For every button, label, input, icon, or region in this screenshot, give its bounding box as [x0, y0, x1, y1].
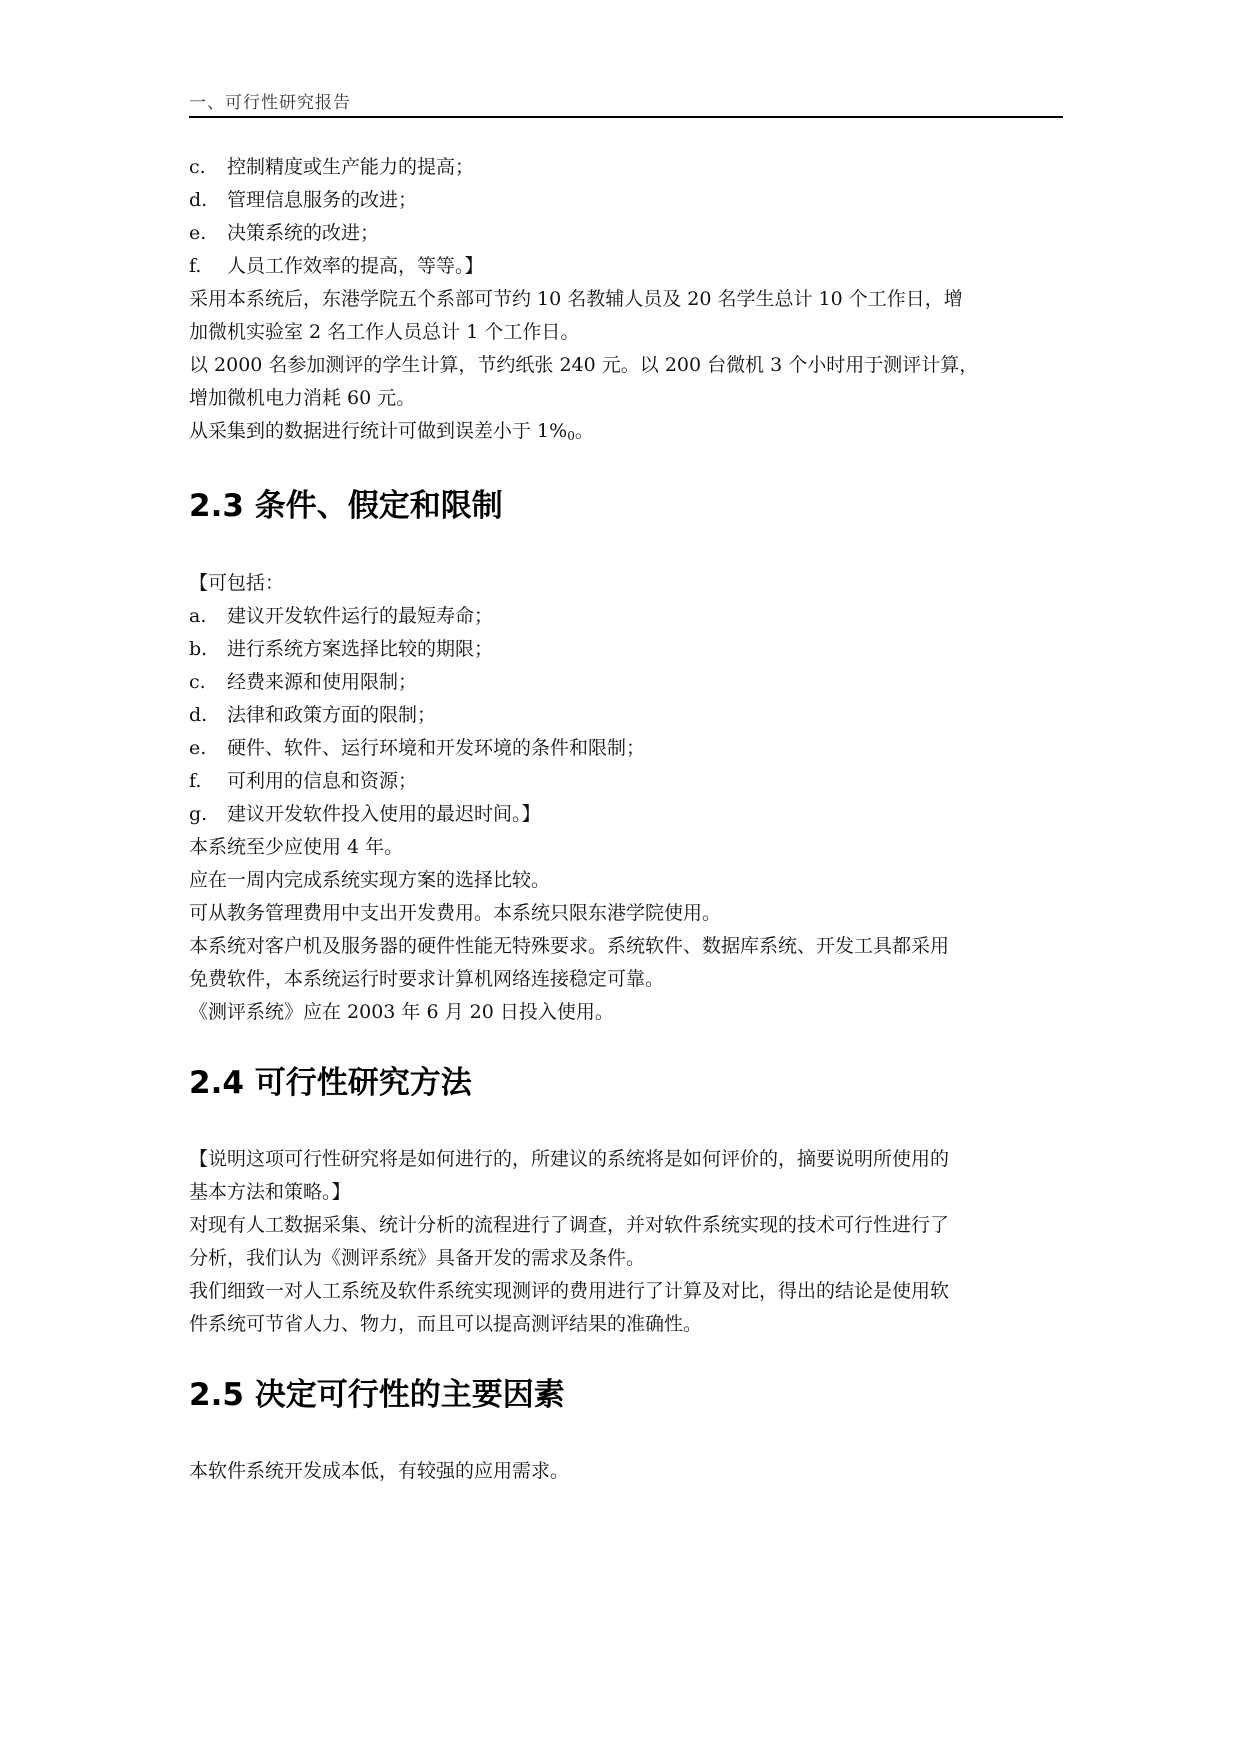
- paragraph-line: 应在一周内完成系统实现方案的选择比较。: [189, 869, 551, 891]
- benefits-list: [189, 151, 1063, 453]
- paragraph-line: 我们细致一对人工系统及软件系统实现测评的费用进行了计算及对比，得出的结论是使用软: [189, 1280, 950, 1302]
- paragraph-line: 【说明这项可行性研究将是如何进行的，所建议的系统将是如何评价的，摘要说明所使用的: [189, 1148, 950, 1170]
- section-2-4-body: [189, 1143, 1063, 1341]
- list-item: f. 可利用的信息和资源；: [189, 770, 418, 792]
- list-item: c. 控制精度或生产能力的提高；: [189, 156, 475, 178]
- section-2-3-body: [189, 567, 1063, 1029]
- list-item: c. 经费来源和使用限制；: [189, 671, 418, 693]
- list-item: f. 人员工作效率的提高，等等。】: [189, 255, 484, 277]
- intro-line: 【可包括：: [189, 572, 285, 594]
- section-heading-2-4: 2.4 可行性研究方法: [189, 1065, 472, 1101]
- section-heading-2-3: 2.3 条件、假定和限制: [189, 488, 503, 524]
- section-heading-2-5: 2.5 决定可行性的主要因素: [189, 1377, 565, 1413]
- paragraph-line: 增加微机电力消耗 60 元。: [189, 387, 416, 409]
- list-item: d. 管理信息服务的改进；: [189, 189, 418, 211]
- list-item: e. 硬件、软件、运行环境和开发环境的条件和限制；: [189, 737, 646, 759]
- list-item: d. 法律和政策方面的限制；: [189, 704, 437, 726]
- paragraph-line: 分析，我们认为《测评系统》具备开发的需求及条件。: [189, 1247, 646, 1269]
- paragraph-line: 以 2000 名参加测评的学生计算，节约纸张 240 元。以 200 台微机 3 个小时用于测评计算，: [189, 354, 979, 376]
- paragraph-line: 本软件系统开发成本低，有较强的应用需求。: [189, 1460, 570, 1482]
- error-rate-line: 从采集到的数据进行统计可做到误差小于 $1\%_0$。: [189, 420, 594, 443]
- section-2-5-body: [189, 1455, 1063, 1488]
- paragraph-line: 对现有人工数据采集、统计分析的流程进行了调查，并对软件系统实现的技术可行性进行了: [189, 1214, 950, 1236]
- paragraph-line: 可从教务管理费用中支出开发费用。本系统只限东港学院使用。: [189, 902, 722, 924]
- paragraph-line: 本系统对客户机及服务器的硬件性能无特殊要求。系统软件、数据库系统、开发工具都采用: [189, 935, 950, 957]
- list-item: e. 决策系统的改进；: [189, 222, 380, 244]
- paragraph-line: 基本方法和策略。】: [189, 1181, 351, 1203]
- list-item: b. 进行系统方案选择比较的期限；: [189, 638, 494, 660]
- paragraph-line: 采用本系统后，东港学院五个系部可节约 10 名教辅人员及 20 名学生总计 10 个工作日，增: [189, 288, 963, 310]
- list-item: g. 建议开发软件投入使用的最迟时间。】: [189, 803, 541, 825]
- paragraph-line: 免费软件，本系统运行时要求计算机网络连接稳定可靠。: [189, 968, 665, 990]
- paragraph-line: 件系统可节省人力、物力，而且可以提高测评结果的准确性。: [189, 1313, 703, 1335]
- page-header: [189, 86, 1063, 118]
- paragraph-line: 本系统至少应使用 4 年。: [189, 836, 404, 858]
- header-title: 一、可行性研究报告: [189, 93, 351, 113]
- paragraph-line: 《测评系统》应在 2003 年 6 月 20 日投入使用。: [189, 1001, 614, 1023]
- list-item: a. 建议开发软件运行的最短寿命；: [189, 605, 494, 627]
- paragraph-line: 加微机实验室 2 名工作人员总计 1 个工作日。: [189, 321, 580, 343]
